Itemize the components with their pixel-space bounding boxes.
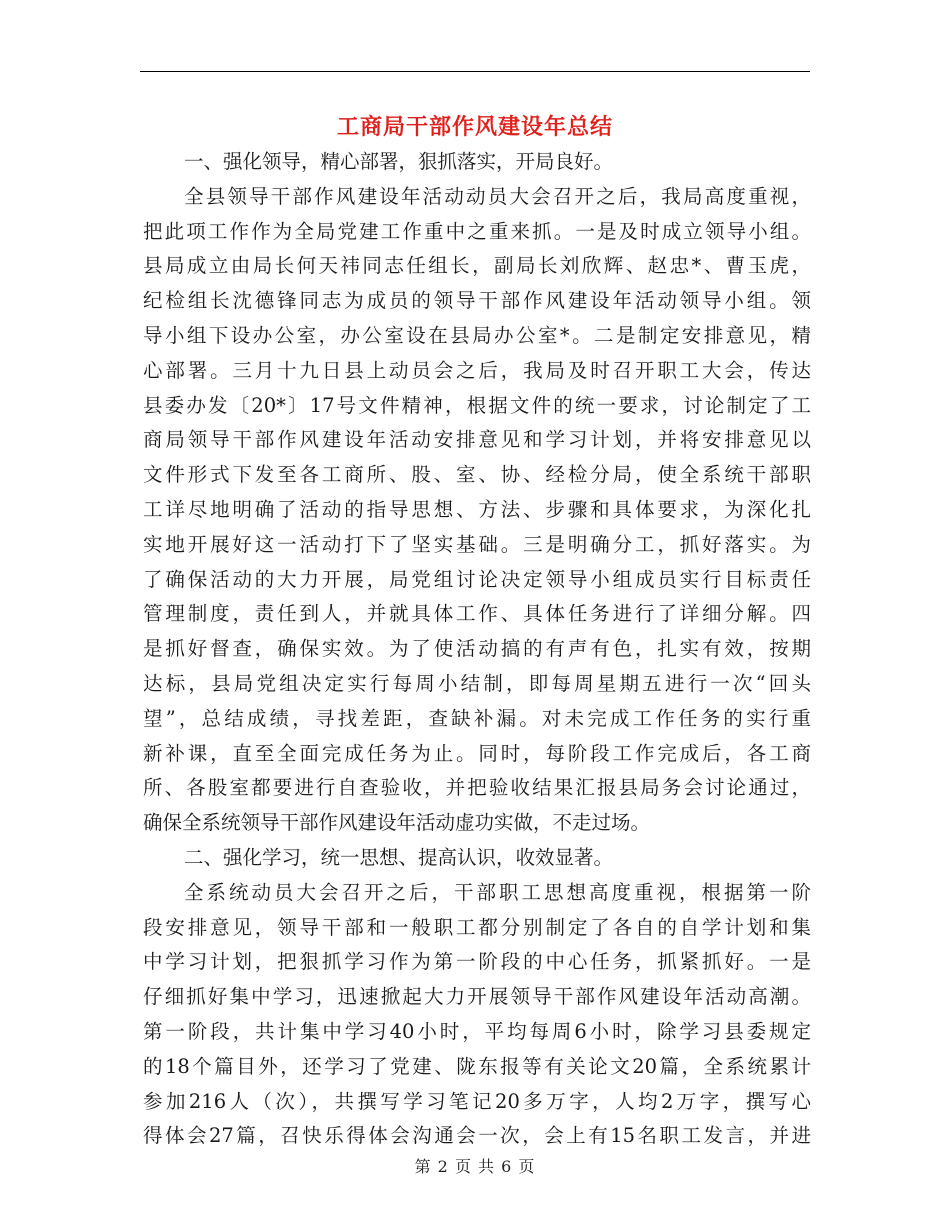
section-heading-1: 一、强化领导，精心部署，狠抓落实，开局良好。 [184,150,614,173]
paragraph-line: 工详尽地明确了活动的指导思想、方法、步骤和具体要求，为深化扎 [143,497,811,521]
paragraph-line: 中学习计划，把狠抓学习作为第一阶段的中心任务，抓紧抓好。一是 [143,950,811,974]
page-number: 第 2 页 共 6 页 [414,1157,536,1176]
paragraph-line: 仔细抓好集中学习，迅速掀起大力开展领导干部作风建设年活动高潮。 [143,985,811,1009]
paragraph-line: 了确保活动的大力开展，局党组讨论决定领导小组成员实行目标责任 [143,567,811,591]
paragraph-line: 得体会27篇，召快乐得体会沟通会一次，会上有15名职工发言，并进 [143,1124,811,1148]
paragraph-line: 的18个篇目外，还学习了党建、陇东报等有关论文20篇，全系统累计 [143,1054,811,1078]
paragraph-line: 县局成立由局长何天祎同志任组长，副局长刘欣辉、赵忠*、曹玉虎， [143,254,811,278]
document-title: 工商局干部作风建设年总结 [336,115,613,140]
paragraph-line: 纪检组长沈德锋同志为成员的领导干部作风建设年活动领导小组。领 [143,289,811,313]
paragraph-line: 导小组下设办公室，办公室设在县局办公室*。二是制定安排意见，精 [143,323,811,347]
paragraph-line: 文件形式下发至各工商所、股、室、协、经检分局，使全系统干部职 [143,463,811,487]
paragraph-line: 商局领导干部作风建设年活动安排意见和学习计划，并将安排意见以 [143,428,811,452]
section-heading-2: 二、强化学习，统一思想、提高认识，收效显著。 [184,845,614,869]
paragraph-line: 县委办发〔20*〕17号文件精神，根据文件的统一要求，讨论制定了工 [143,393,811,417]
paragraph-line: 参加216人（次），共撰写学习笔记20多万字，人均2万字，撰写心 [143,1089,811,1113]
header-rule [140,71,810,72]
paragraph-line: 实地开展好这一活动打下了坚实基础。三是明确分工，抓好落实。为 [143,532,811,556]
paragraph-line: 全县领导干部作风建设年活动动员大会召开之后，我局高度重视， [184,184,811,208]
paragraph-line: 是抓好督查，确保实效。为了使活动搞的有声有色，扎实有效，按期 [143,637,811,661]
paragraph-line: 把此项工作作为全局党建工作重中之重来抓。一是及时成立领导小组。 [143,219,811,243]
paragraph-line: 达标，县局党组决定实行每周小结制，即每周星期五进行一次“回头 [143,671,811,695]
paragraph-line: 段安排意见，领导干部和一般职工都分别制定了各自的自学计划和集 [143,915,811,939]
paragraph-line: 确保全系统领导干部作风建设年活动虚功实做，不走过场。 [143,811,651,835]
paragraph-line: 第一阶段，共计集中学习40小时，平均每周6小时，除学习县委规定 [143,1019,811,1043]
paragraph-line: 全系统动员大会召开之后，干部职工思想高度重视，根据第一阶 [184,880,811,904]
paragraph-line: 新补课，直至全面完成任务为止。同时，每阶段工作完成后，各工商 [143,741,811,765]
paragraph-line: 心部署。三月十九日县上动员会之后，我局及时召开职工大会，传达 [143,358,811,382]
document-body [143,145,811,1154]
paragraph-line: 望”，总结成绩，寻找差距，查缺补漏。对未完成工作任务的实行重 [143,706,811,730]
paragraph-line: 所、各股室都要进行自查验收，并把验收结果汇报县局务会讨论通过， [143,776,811,800]
paragraph-line: 管理制度，责任到人，并就具体工作、具体任务进行了详细分解。四 [143,602,811,626]
